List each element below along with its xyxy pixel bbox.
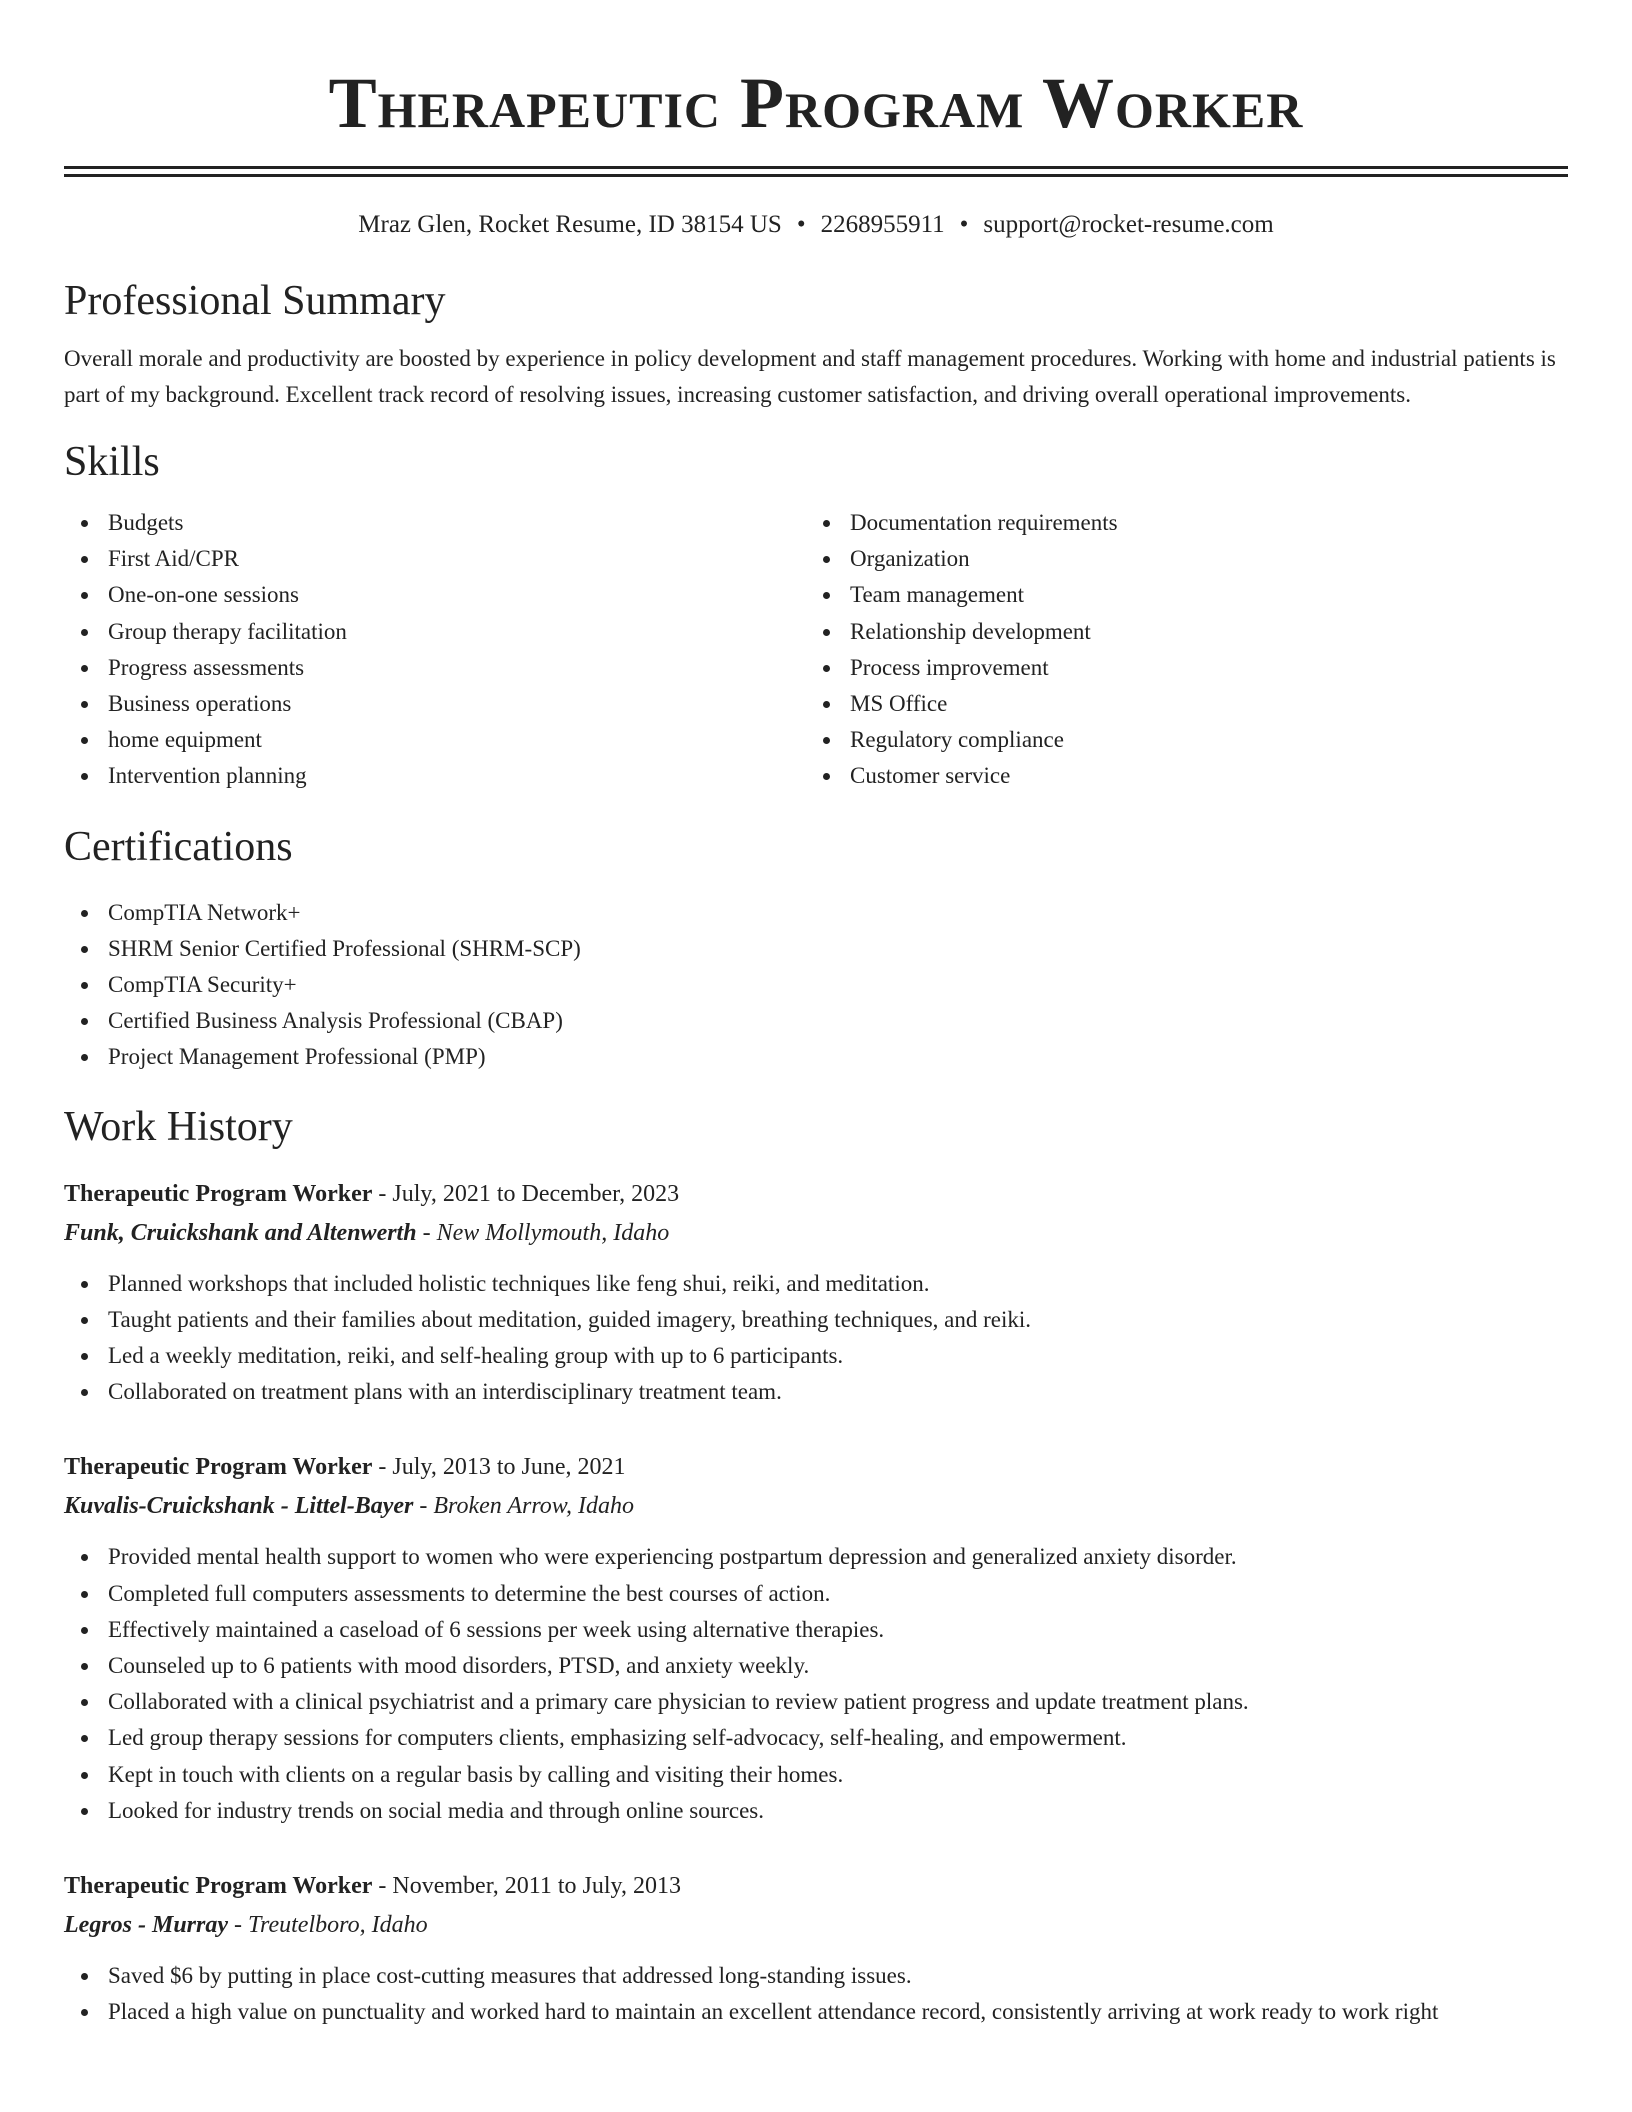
skill-item: Organization xyxy=(806,541,1548,577)
summary-heading: Professional Summary xyxy=(64,278,446,324)
job-dates: - July, 2021 to December, 2023 xyxy=(372,1180,680,1207)
certification-item: SHRM Senior Certified Professional (SHRM-SCP) xyxy=(64,931,1568,967)
job-duty: Led group therapy sessions for computers clients, emphasizing self-advocacy, self-healing, and empowerment. xyxy=(64,1720,1568,1756)
job-duty: Saved $6 by putting in place cost-cutting measures that addressed long-standing issues. xyxy=(64,1958,1568,1994)
job-company: Kuvalis-Cruickshank - Littel-Bayer xyxy=(64,1493,414,1520)
job-duty: Provided mental health support to women who were experiencing postpartum depression and generalized anxiety disorder. xyxy=(64,1539,1568,1575)
contact-line xyxy=(64,208,1568,242)
skill-item: Customer service xyxy=(806,758,1548,794)
skill-item: MS Office xyxy=(806,686,1548,722)
work-history-heading: Work History xyxy=(64,1103,293,1150)
job-title: Therapeutic Program Worker xyxy=(64,1873,373,1900)
job-dates: - July, 2013 to June, 2021 xyxy=(372,1454,626,1481)
contact-separator: • xyxy=(959,211,969,238)
resume-page xyxy=(64,0,1568,2030)
job-duties-list xyxy=(64,1266,1568,1411)
contact-phone: 2268955911 xyxy=(820,211,945,238)
job-duty: Led a weekly meditation, reiki, and self-healing group with up to 6 participants. xyxy=(64,1338,1568,1374)
candidate-name: Therapeutic Program Worker xyxy=(328,63,1304,143)
skill-item: Group therapy facilitation xyxy=(64,614,806,650)
skill-item: Documentation requirements xyxy=(806,505,1548,541)
certification-item: Project Management Professional (PMP) xyxy=(64,1039,1568,1075)
skill-item: Budgets xyxy=(64,505,806,541)
job-title-line xyxy=(64,1448,1568,1487)
job-dates: - November, 2011 to July, 2013 xyxy=(372,1873,681,1900)
job-company-line xyxy=(64,1487,1568,1526)
job-company: Legros - Murray xyxy=(64,1912,229,1939)
job-company: Funk, Cruickshank and Altenwerth xyxy=(64,1219,417,1246)
job-title-line xyxy=(64,1175,1568,1214)
job-duties-list xyxy=(64,1958,1568,2030)
skill-item: Relationship development xyxy=(806,614,1548,650)
job-location: - Broken Arrow, Idaho xyxy=(413,1493,634,1520)
skills-list-right xyxy=(806,505,1548,795)
job-title-line xyxy=(64,1867,1568,1906)
job-duty: Kept in touch with clients on a regular basis by calling and visiting their homes. xyxy=(64,1757,1568,1793)
skill-item: Team management xyxy=(806,577,1548,613)
summary-text: Overall morale and productivity are boosted by experience in policy development and staff management procedures. Working with home and industrial patients is part of my background. Excellent track record of resolving issues, increasing customer satisfaction, and driving overall operational improvements. xyxy=(64,346,1556,407)
job-duty: Collaborated on treatment plans with an interdisciplinary treatment team. xyxy=(64,1374,1568,1410)
skills-list-left xyxy=(64,505,806,795)
job-duty: Counseled up to 6 patients with mood disorders, PTSD, and anxiety weekly. xyxy=(64,1648,1568,1684)
job-duty: Looked for industry trends on social media and through online sources. xyxy=(64,1793,1568,1829)
skill-item: One-on-one sessions xyxy=(64,577,806,613)
job-location: - New Mollymouth, Idaho xyxy=(416,1219,670,1246)
job-entry xyxy=(64,1867,1568,2030)
skill-item: Progress assessments xyxy=(64,650,806,686)
contact-email: support@rocket-resume.com xyxy=(983,211,1274,238)
skill-item: Intervention planning xyxy=(64,758,806,794)
job-location: - Treutelboro, Idaho xyxy=(228,1912,428,1939)
job-duty: Completed full computers assessments to determine the best courses of action. xyxy=(64,1576,1568,1612)
contact-address: Mraz Glen, Rocket Resume, ID 38154 US xyxy=(358,211,782,238)
certification-item: Certified Business Analysis Professional (CBAP) xyxy=(64,1003,1568,1039)
skills-columns xyxy=(64,505,1568,795)
skills-heading: Skills xyxy=(64,439,160,485)
job-duties-list xyxy=(64,1539,1568,1829)
certification-item: CompTIA Security+ xyxy=(64,967,1568,1003)
skill-item: Business operations xyxy=(64,686,806,722)
job-entry xyxy=(64,1448,1568,1829)
skill-item: home equipment xyxy=(64,722,806,758)
skill-item: First Aid/CPR xyxy=(64,541,806,577)
certification-item: CompTIA Network+ xyxy=(64,895,1568,931)
certifications-heading: Certifications xyxy=(64,823,293,870)
job-company-line xyxy=(64,1214,1568,1253)
job-entry xyxy=(64,1175,1568,1411)
certifications-list xyxy=(64,895,1568,1076)
skill-item: Process improvement xyxy=(806,650,1548,686)
job-duty: Planned workshops that included holistic techniques like feng shui, reiki, and meditation. xyxy=(64,1266,1568,1302)
job-duty: Taught patients and their families about meditation, guided imagery, breathing techniques, and reiki. xyxy=(64,1302,1568,1338)
job-duty: Effectively maintained a caseload of 6 sessions per week using alternative therapies. xyxy=(64,1612,1568,1648)
skill-item: Regulatory compliance xyxy=(806,722,1548,758)
job-duty: Placed a high value on punctuality and worked hard to maintain an excellent attendance record, consistently arriving at work ready to work right xyxy=(64,1994,1568,2030)
job-title: Therapeutic Program Worker xyxy=(64,1454,373,1481)
job-title: Therapeutic Program Worker xyxy=(64,1180,373,1207)
contact-separator: • xyxy=(796,211,806,238)
job-duty: Collaborated with a clinical psychiatrist and a primary care physician to review patient progress and update treatment plans. xyxy=(64,1684,1568,1720)
header-divider xyxy=(64,166,1568,177)
job-company-line xyxy=(64,1906,1568,1945)
